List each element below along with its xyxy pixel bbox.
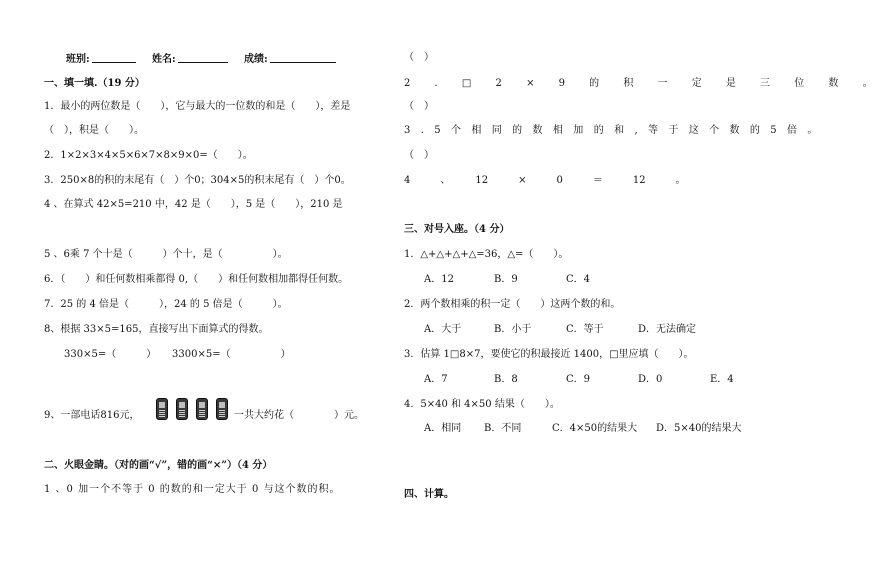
question-1-8: 8、根据 33×5=165，直接写出下面算式的得数。 bbox=[44, 324, 269, 335]
name-blank[interactable] bbox=[178, 53, 228, 63]
question-3-1: 1．△+△+△+△=36，△=（ ）。 bbox=[404, 249, 569, 260]
score-label: 成绩: bbox=[244, 53, 336, 65]
question-3-2-option-d[interactable]: D．无法确定 bbox=[638, 324, 697, 335]
question-1-8b: 3300×5=（ ） bbox=[172, 349, 291, 360]
section1-title: 一、填一填.（19 分） bbox=[44, 78, 145, 89]
class-blank[interactable] bbox=[92, 53, 136, 63]
question-2-1-paren[interactable]: （ ） bbox=[404, 52, 434, 63]
question-1-2: 2．1×2×3×4×5×6×7×8×9×0=（ ）。 bbox=[44, 150, 253, 161]
question-2-3: 3 . 5 个 相 同 的 数 相 加 的 和 , 等 于 这 个 数 的 5 倍 。 bbox=[404, 125, 821, 136]
phone-icon bbox=[176, 398, 188, 420]
question-3-4-option-a[interactable]: A．相同 bbox=[424, 423, 462, 434]
question-1-9b: 一共大约花（ ）元。 bbox=[234, 410, 364, 421]
phone-icon bbox=[156, 398, 168, 420]
question-3-3-option-d[interactable]: D．0 bbox=[638, 374, 663, 385]
question-3-3: 3．估算 1□8×7，要使它的积最接近 1400，□里应填（ ）。 bbox=[404, 349, 694, 360]
question-2-3-paren[interactable]: （ ） bbox=[404, 150, 434, 161]
question-1-6: 6．（ ）和任何数相乘都得 0,（ ）和任何数相加都得任何数。 bbox=[44, 274, 349, 285]
section4-title: 四、计算。 bbox=[404, 489, 454, 500]
question-3-1-option-a[interactable]: A．12 bbox=[424, 274, 454, 285]
class-label: 班别: bbox=[66, 53, 136, 65]
question-3-4-option-c[interactable]: C．4×50的结果大 bbox=[552, 423, 638, 434]
question-3-3-option-a[interactable]: A．7 bbox=[424, 374, 448, 385]
question-3-4-option-b[interactable]: B．不同 bbox=[484, 423, 522, 434]
question-3-3-option-c[interactable]: C．9 bbox=[566, 374, 591, 385]
question-3-2-option-a[interactable]: A．大于 bbox=[424, 324, 462, 335]
question-1-7: 7．25 的 4 倍是（ ），24 的 5 倍是（ ）。 bbox=[44, 299, 288, 310]
question-3-2: 2．两个数相乘的积一定（ ）这两个数的和。 bbox=[404, 299, 621, 310]
question-1-9a: 9、一部电话816元， bbox=[44, 410, 140, 421]
question-3-4-option-d[interactable]: D．5×40的结果大 bbox=[656, 423, 742, 434]
question-1-4: 4 、在算式 42×5=210 中，42 是（ ），5 是（ ），210 是 bbox=[44, 199, 343, 210]
question-3-2-option-b[interactable]: B．小于 bbox=[494, 324, 532, 335]
question-1-5: 5 、6乘 7 个十是（ ）个十，是（ ）。 bbox=[44, 249, 288, 260]
phone-icon bbox=[216, 398, 228, 420]
question-2-4: 4 、 12 × 0 ＝ 12 。 bbox=[404, 175, 686, 186]
question-2-2-paren[interactable]: （ ） bbox=[404, 101, 434, 112]
question-3-1-option-b[interactable]: B．9 bbox=[494, 274, 518, 285]
question-3-3-option-e[interactable]: E．4 bbox=[710, 374, 734, 385]
question-2-1: 1 、0 加一个不等于 0 的数的和一定大于 0 与这个数的积。 bbox=[44, 484, 341, 495]
section3-title: 三、对号入座。（4 分） bbox=[404, 224, 510, 235]
name-label: 姓名: bbox=[152, 53, 228, 65]
question-1-1b: （ ），积是（ ）。 bbox=[44, 125, 144, 136]
section2-title: 二、火眼金睛。（对的画“√”，错的画“×”）（4 分） bbox=[44, 460, 273, 471]
question-3-1-option-c[interactable]: C．4 bbox=[566, 274, 591, 285]
question-3-2-option-c[interactable]: C．等于 bbox=[566, 324, 604, 335]
question-1-1a: 1．最小的两位数是（ ），它与最大的一位数的和是（ ），差是 bbox=[44, 101, 351, 112]
question-1-8a: 330×5=（ ） bbox=[64, 349, 157, 360]
score-blank[interactable] bbox=[270, 53, 336, 63]
question-3-4: 4．5×40 和 4×50 结果（ ）。 bbox=[404, 399, 560, 410]
question-3-3-option-b[interactable]: B．8 bbox=[494, 374, 518, 385]
question-2-2: 2 . □ 2 × 9 的 积 一 定 是 三 位 数 。 bbox=[404, 78, 883, 89]
phone-icon bbox=[196, 398, 208, 420]
question-1-3: 3．250×8的积的末尾有（ ）个0；304×5的积末尾有（ ）个0。 bbox=[44, 175, 351, 186]
